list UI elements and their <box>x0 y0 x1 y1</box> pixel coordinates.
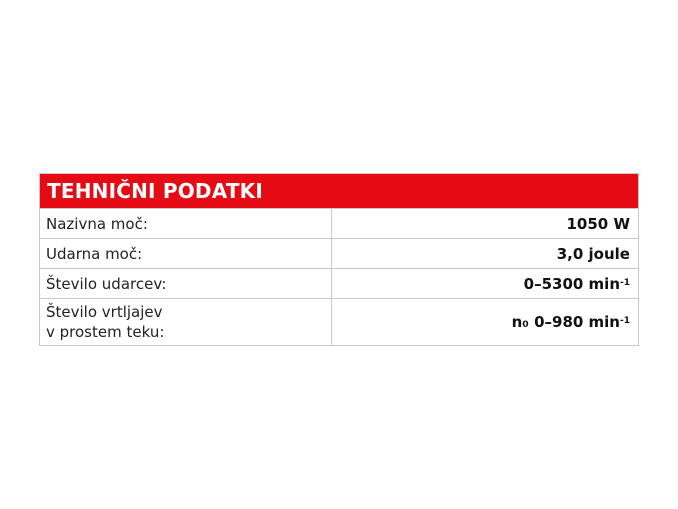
row-value-impact-rate: 0–5300 min $^{-1}$ <box>523 274 630 293</box>
value-text: 3,0 joule <box>556 244 630 263</box>
row-label-rated-power: Nazivna moč: <box>40 209 332 238</box>
value-text: 0–5300 min <box>523 274 620 293</box>
technical-data-table <box>39 173 639 346</box>
table-row <box>40 268 638 298</box>
table-row <box>40 238 638 268</box>
row-label-no-load-speed: Število vrtljajev v prostem teku: <box>40 299 332 345</box>
table-title: TEHNIČNI PODATKI <box>47 179 264 203</box>
row-label-impact-energy: Udarna moč: <box>40 239 332 268</box>
table-header <box>40 174 638 208</box>
table-row <box>40 298 638 345</box>
row-value-impact-energy <box>332 239 638 268</box>
row-label-impact-rate: Število udarcev: <box>40 269 332 298</box>
value-text: n₀ 0–980 min <box>511 313 620 331</box>
row-value-no-load-speed: n₀ 0–980 min $^{-1}$ <box>511 313 630 331</box>
value-text: 1050 W <box>566 214 630 233</box>
row-value-rated-power <box>332 209 638 238</box>
table-row <box>40 208 638 238</box>
